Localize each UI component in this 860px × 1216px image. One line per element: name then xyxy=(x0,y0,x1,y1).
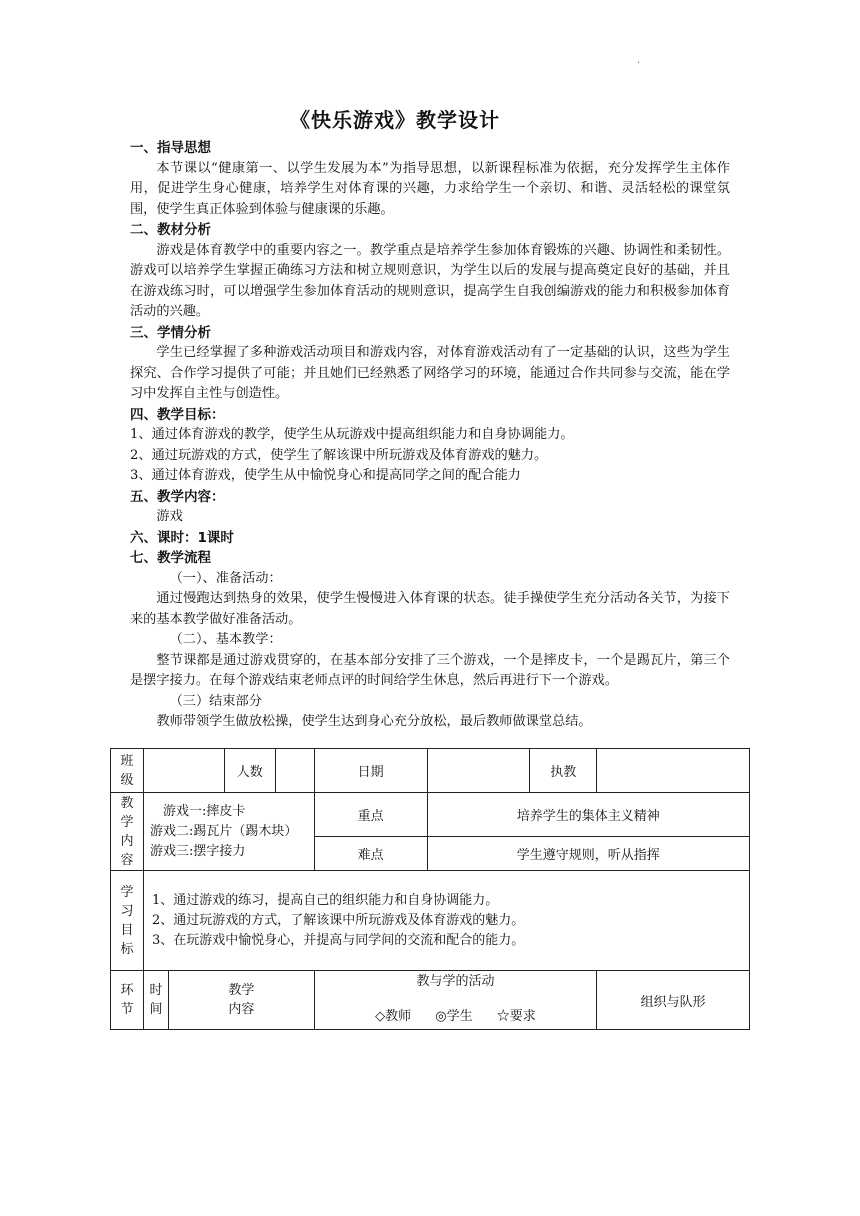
key-point-value: 培养学生的集体主义精神 xyxy=(427,793,749,837)
objective-item: 1、通过体育游戏的教学，使学生从玩游戏中提高组织能力和自身协调能力。 xyxy=(130,427,574,442)
time-label: 时间 xyxy=(144,971,169,1029)
activity-cell xyxy=(314,971,597,1030)
page-dot: · xyxy=(637,58,641,69)
teacher-label: 执教 xyxy=(530,749,597,793)
content-label: 教学内容 xyxy=(111,793,144,871)
activity-label: 教与学的活动 xyxy=(416,974,495,989)
goals-label: 学习目标 xyxy=(111,871,144,971)
people-value-cell xyxy=(275,749,314,793)
content-game-3: 游戏三:摆字接力 xyxy=(149,843,246,859)
process-text-basic: 整节课都是通过游戏贯穿的，在基本部分安排了三个游戏，一个是摔皮卡，一个是踢瓦片，第三个是摆字接力。在每个游戏结束老师点评的时间给学生休息，然后再进行下一个游戏。 xyxy=(130,652,730,688)
time-content-cell xyxy=(143,971,314,1030)
section-heading-objectives: 四、教学目标： xyxy=(130,406,225,423)
goal-item: 2、通过玩游戏的方式，了解该课中所玩游戏及体育游戏的魅力。 xyxy=(151,912,525,928)
process-subheading-warmup: （一）、准备活动： xyxy=(169,570,282,586)
process-text-ending: 教师带领学生做放松操，使学生达到身心充分放松，最后教师做课堂总结。 xyxy=(156,714,592,729)
legend-require: ☆要求 xyxy=(496,1009,536,1024)
legend-student: ◎学生 xyxy=(435,1009,473,1024)
section-heading-content: 五、教学内容： xyxy=(130,488,225,505)
class-value-cell xyxy=(143,749,224,793)
process-text-warmup: 通过慢跑达到热身的效果，使学生慢慢进入体育课的状态。徒手操使学生充分活动各关节，为接下来的基本教学做好准备活动。 xyxy=(130,591,730,627)
legend-teacher: ◇教师 xyxy=(375,1009,412,1024)
difficulty-value: 学生遵守规则，听从指挥 xyxy=(427,837,749,871)
section-heading-material: 二、教材分析 xyxy=(130,222,211,238)
process-subheading-ending: （三）结束部分 xyxy=(169,693,262,709)
section-heading-guiding-idea: 一、指导思想 xyxy=(130,140,211,156)
goals-list xyxy=(143,871,749,971)
process-subheading-basic: （二）、基本教学： xyxy=(169,632,282,647)
date-label: 日期 xyxy=(314,749,427,793)
activity-legend xyxy=(315,1005,597,1024)
class-label: 班级 xyxy=(111,749,144,793)
org-label: 组织与队形 xyxy=(597,971,750,1030)
document-body xyxy=(130,138,730,733)
stage-label: 环节 xyxy=(111,971,144,1030)
teacher-value-cell xyxy=(597,749,750,793)
section-text-guiding-idea: 本节课以“健康第一、以学生发展为本”为指导思想，以新课程标准为依据，充分发挥学生主体作用，促进学生身心健康，培养学生对体育课的兴趣，力求给学生一个亲切、和谐、灵活轻松的课堂氛围，使学生真正体验到体验与健康课的乐趣。 xyxy=(130,160,730,217)
section-heading-process: 七、教学流程 xyxy=(130,550,211,566)
content-list xyxy=(143,793,314,871)
objective-item: 3、通过体育游戏，使学生从中愉悦身心和提高同学之间的配合能力 xyxy=(130,468,521,483)
section-heading-periods: 六、课时：1课时 xyxy=(130,529,234,546)
objective-item: 2、通过玩游戏的方式，使学生了解该课中所玩游戏及体育游戏的魅力。 xyxy=(130,447,548,463)
people-label: 人数 xyxy=(224,749,275,793)
section-text-content: 游戏 xyxy=(156,509,183,524)
key-point-label: 重点 xyxy=(314,793,427,837)
teach-content-label: 教学内容 xyxy=(228,983,255,1017)
section-text-student-analysis: 学生已经掌握了多种游戏活动项目和游戏内容，对体育游戏活动有了一定基础的认识，这些为学生探究、合作学习提供了可能；并且她们已经熟悉了网络学习的环境，能通过合作共同参与交流，能在学习中发挥自主性与创造性。 xyxy=(130,345,730,401)
section-heading-student-analysis: 三、学情分析 xyxy=(130,324,211,341)
section-text-material: 游戏是体育教学中的重要内容之一。教学重点是培养学生参加体育锻炼的兴趣、协调性和柔韧性。游戏可以培养学生掌握正确练习方法和树立规则意识，为学生以后的发展与提高奠定良好的基础，并且在游戏练习时，可以增强学生参加体育活动的规则意识，提高学生自我创编游戏的能力和积极参加体育活动的兴趣。 xyxy=(130,242,730,319)
page-title: 《快乐游戏》教学设计 xyxy=(290,108,500,132)
goal-item: 1、通过游戏的练习，提高自己的组织能力和自身协调能力。 xyxy=(151,892,499,908)
lesson-plan-table xyxy=(110,748,750,1030)
content-game-1: 游戏一:摔皮卡 xyxy=(162,803,246,819)
difficulty-label: 难点 xyxy=(314,837,427,871)
date-value-cell xyxy=(427,749,530,793)
goal-item: 3、在玩游戏中愉悦身心，并提高与同学间的交流和配合的能力。 xyxy=(151,932,525,948)
content-game-2: 游戏二:踢瓦片（踢木块） xyxy=(149,823,298,839)
